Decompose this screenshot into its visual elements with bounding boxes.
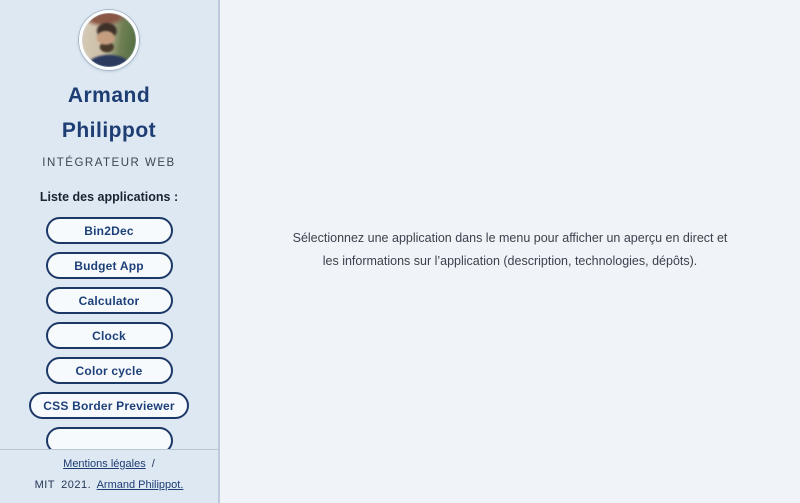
app-button-bin2dec[interactable]: Bin2Dec: [46, 217, 173, 244]
footer-legal-line: [0, 458, 218, 470]
footer-separator: /: [151, 458, 155, 470]
app-button-color-cycle[interactable]: Color cycle: [46, 357, 173, 384]
sidebar: [0, 0, 220, 503]
footer-copyright-line: [0, 479, 218, 491]
sidebar-footer: [0, 449, 218, 503]
author-link[interactable]: Armand Philippot.: [96, 479, 184, 491]
app-button-clock[interactable]: Clock: [46, 322, 173, 349]
placeholder-message: Sélectionnez une application dans le menu pour afficher un aperçu en direct et les informations sur l’application (description, technologies, dépôts).: [292, 231, 728, 268]
license-text: MIT: [34, 479, 56, 491]
license-year: 2021.: [61, 479, 92, 491]
apps-nav: [0, 217, 218, 449]
app-button-calculator[interactable]: Calculator: [46, 287, 173, 314]
avatar-photo: [82, 13, 136, 67]
app-button-css-border-previewer[interactable]: CSS Border Previewer: [29, 392, 188, 419]
main-content: [220, 0, 800, 503]
app-button-budget-app[interactable]: Budget App: [46, 252, 173, 279]
avatar: [79, 10, 139, 70]
site-title: [62, 78, 156, 148]
legal-link[interactable]: Mentions légales: [63, 458, 146, 470]
site-title-line2: Philippot: [61, 119, 157, 142]
apps-list-heading: Liste des applications :: [39, 190, 179, 204]
job-title: INTÉGRATEUR WEB: [42, 157, 176, 169]
app-button-partial[interactable]: [46, 427, 173, 449]
site-title-line1: Armand: [67, 84, 151, 107]
